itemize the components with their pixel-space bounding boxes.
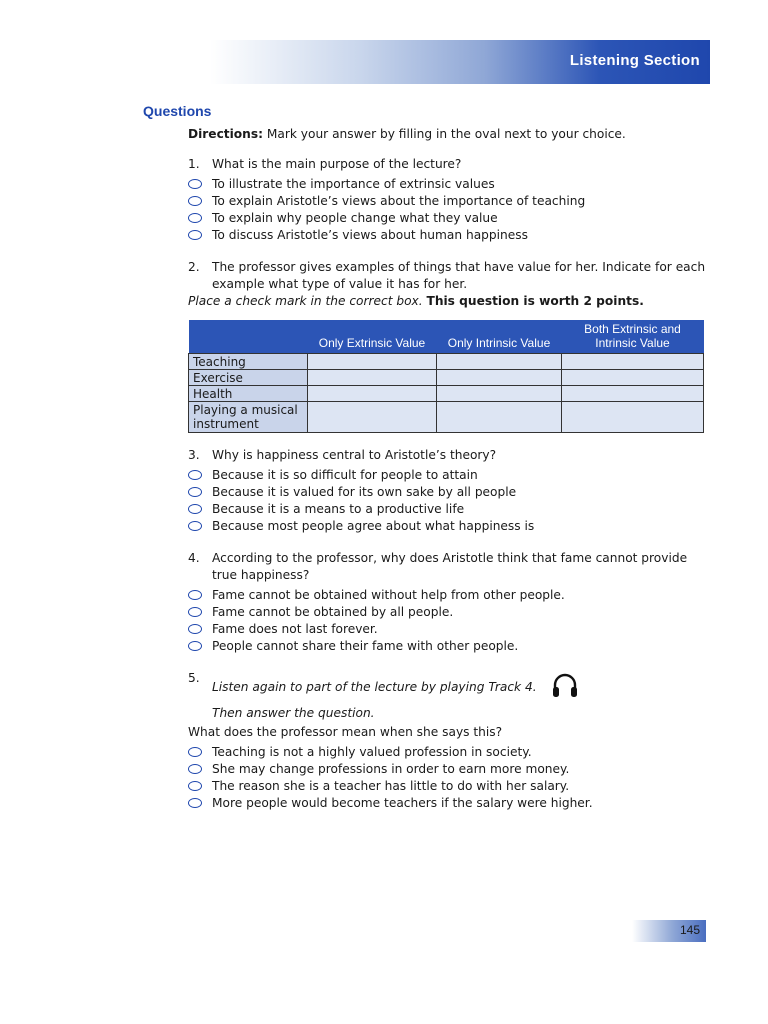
table-corner [189, 320, 308, 354]
directions [188, 126, 708, 143]
option-label: To discuss Aristotle’s views about human happiness [212, 228, 528, 242]
oval-icon[interactable] [188, 747, 202, 757]
track-instruction: Listen again to part of the lecture by playing Track 4. [212, 680, 537, 694]
headphones-icon[interactable] [550, 670, 580, 705]
option-label: Because most people agree about what happiness is [212, 519, 535, 533]
oval-icon[interactable] [188, 213, 202, 223]
answer-options [188, 744, 708, 812]
answer-option[interactable] [188, 193, 708, 210]
row-label: Exercise [189, 370, 308, 386]
option-label: She may change professions in order to earn more money. [212, 762, 570, 776]
oval-icon[interactable] [188, 504, 202, 514]
oval-icon[interactable] [188, 179, 202, 189]
section-heading: Questions [143, 103, 212, 119]
check-box[interactable] [437, 370, 562, 386]
answer-option[interactable] [188, 587, 708, 604]
answer-option[interactable] [188, 761, 708, 778]
question-prompt: What does the professor mean when she says this? [188, 725, 503, 739]
answer-option[interactable] [188, 467, 708, 484]
option-label: Fame cannot be obtained by all people. [212, 605, 454, 619]
answer-option[interactable] [188, 210, 708, 227]
directions-text: Mark your answer by filling in the oval next to your choice. [262, 127, 626, 141]
question-number: 1. [188, 157, 200, 171]
check-box[interactable] [437, 386, 562, 402]
answer-option[interactable] [188, 227, 708, 244]
table-row [189, 386, 704, 402]
answer-option[interactable] [188, 604, 708, 621]
option-label: Because it is so difficult for people to attain [212, 468, 478, 482]
check-box[interactable] [437, 354, 562, 370]
table-row [189, 370, 704, 386]
instruction-text: Place a check mark in the correct box. [188, 294, 423, 308]
oval-icon[interactable] [188, 487, 202, 497]
page-number: 145 [679, 923, 700, 937]
question-text: According to the professor, why does Aristotle think that fame cannot provide true happiness? [212, 551, 688, 582]
option-label: To illustrate the importance of extrinsic values [212, 177, 495, 191]
questions-content [188, 126, 708, 812]
answer-option[interactable] [188, 501, 708, 518]
option-label: Teaching is not a highly valued profession in society. [212, 745, 532, 759]
table-row [189, 402, 704, 433]
answer-option[interactable] [188, 778, 708, 795]
question-1 [188, 156, 708, 244]
answer-option[interactable] [188, 518, 708, 535]
question-number: 3. [188, 448, 200, 462]
question-number: 4. [188, 551, 200, 565]
option-label: Because it is valued for its own sake by all people [212, 485, 517, 499]
option-label: Fame cannot be obtained without help from other people. [212, 588, 565, 602]
question-number: 5. [188, 671, 200, 685]
oval-icon[interactable] [188, 624, 202, 634]
column-header: Only Intrinsic Value [437, 320, 562, 354]
oval-icon[interactable] [188, 470, 202, 480]
oval-icon[interactable] [188, 521, 202, 531]
check-box[interactable] [562, 370, 704, 386]
question-instruction [188, 293, 708, 310]
points-text: This question is worth 2 points. [426, 294, 644, 308]
oval-icon[interactable] [188, 196, 202, 206]
question-number: 2. [188, 260, 200, 274]
directions-label: Directions: [188, 127, 263, 141]
column-header: Only Extrinsic Value [308, 320, 437, 354]
option-label: To explain Aristotle’s views about the importance of teaching [212, 194, 586, 208]
option-label: More people would become teachers if the salary were higher. [212, 796, 593, 810]
table-row [189, 354, 704, 370]
check-box[interactable] [562, 354, 704, 370]
question-3 [188, 447, 708, 535]
check-box[interactable] [308, 402, 437, 433]
option-label: People cannot share their fame with other people. [212, 639, 519, 653]
row-label: Playing a musical instrument [189, 402, 308, 433]
oval-icon[interactable] [188, 798, 202, 808]
check-box[interactable] [308, 386, 437, 402]
question-text: Why is happiness central to Aristotle’s theory? [212, 448, 497, 462]
check-box[interactable] [562, 386, 704, 402]
answer-options [188, 587, 708, 655]
answer-option[interactable] [188, 795, 708, 812]
oval-icon[interactable] [188, 781, 202, 791]
option-label: The reason she is a teacher has little to do with her salary. [212, 779, 570, 793]
answer-options [188, 176, 708, 244]
row-label: Teaching [189, 354, 308, 370]
answer-option[interactable] [188, 484, 708, 501]
row-label: Health [189, 386, 308, 402]
check-box[interactable] [437, 402, 562, 433]
oval-icon[interactable] [188, 641, 202, 651]
question-5 [188, 670, 708, 812]
oval-icon[interactable] [188, 590, 202, 600]
value-table [188, 320, 704, 433]
question-text: The professor gives examples of things that have value for her. Indicate for each example what type of value it has for her. [212, 260, 706, 291]
section-banner [210, 40, 710, 84]
oval-icon[interactable] [188, 230, 202, 240]
answer-option[interactable] [188, 744, 708, 761]
page-number-tab [632, 920, 706, 942]
option-label: To explain why people change what they value [212, 211, 498, 225]
check-box[interactable] [562, 402, 704, 433]
option-label: Fame does not last forever. [212, 622, 378, 636]
banner-title: Listening Section [569, 52, 700, 69]
answer-option[interactable] [188, 621, 708, 638]
answer-option[interactable] [188, 176, 708, 193]
question-text [212, 670, 708, 722]
oval-icon[interactable] [188, 607, 202, 617]
answer-option[interactable] [188, 638, 708, 655]
check-box[interactable] [308, 370, 437, 386]
question-text: What is the main purpose of the lecture? [212, 157, 462, 171]
check-box[interactable] [308, 354, 437, 370]
question-2 [188, 259, 708, 433]
question-4 [188, 550, 708, 655]
answer-instruction: Then answer the question. [212, 706, 375, 720]
oval-icon[interactable] [188, 764, 202, 774]
answer-options [188, 467, 708, 535]
option-label: Because it is a means to a productive life [212, 502, 465, 516]
column-header: Both Extrinsic and Intrinsic Value [562, 320, 704, 354]
